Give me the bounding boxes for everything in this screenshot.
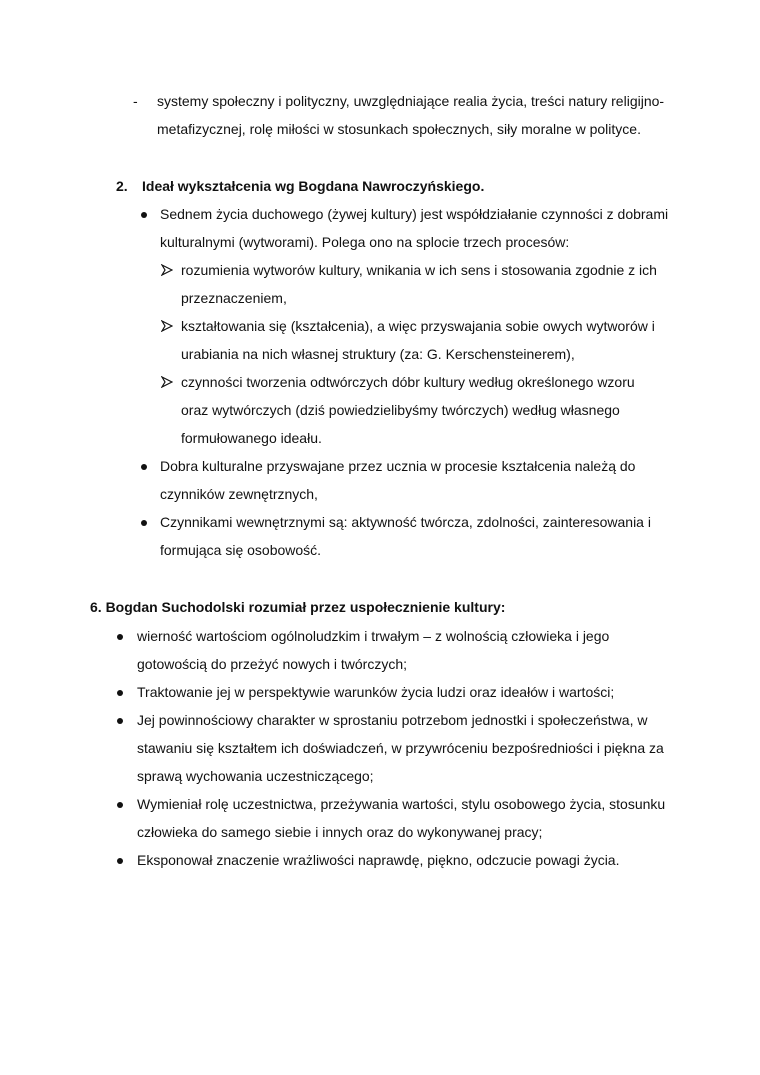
text-line: Dobra kulturalne przyswajane przez ucznia w procesie kształcenia należą do <box>160 458 636 474</box>
text-line: rozumienia wytworów kultury, wnikania w ich sens i stosowania zgodnie z ich <box>181 262 657 278</box>
text-line: Czynnikami wewnętrznymi są: aktywność twórcza, zdolności, zainteresowania i <box>160 514 651 530</box>
text-line: Sednem życia duchowego (żywej kultury) jest współdziałanie czynności z dobrami <box>160 206 669 222</box>
bullet-dot <box>141 212 147 218</box>
text-line: Wymieniał rolę uczestnictwa, przeżywania wartości, stylu osobowego życia, stosunku <box>137 796 666 812</box>
bullet-dot <box>117 858 123 864</box>
section-number: 2. <box>116 178 128 194</box>
text-line: oraz wytwórczych (dziś powiedzielibyśmy twórczych) według własnego <box>181 402 620 418</box>
text-line: człowieka do samego siebie i innych oraz do wykonywanej pracy; <box>137 824 543 840</box>
arrow-bullet-icon <box>161 376 173 388</box>
text-line: metafizycznej, rolę miłości w stosunkach społecznych, siły moralne w polityce. <box>157 121 641 137</box>
text-line: gotowością do przeżyć nowych i twórczych; <box>137 656 407 672</box>
text-line: Jej powinnościowy charakter w sprostaniu potrzebom jednostki i społeczeństwa, w <box>137 712 648 728</box>
text-line: sprawą wychowania uczestniczącego; <box>137 768 374 784</box>
bullet-dot <box>141 464 147 470</box>
text-line: systemy społeczny i polityczny, uwzględniające realia życia, treści natury religijno- <box>157 93 665 109</box>
bullet-dot <box>141 520 147 526</box>
text-line: stawaniu się kształtem ich doświadczeń, w przywróceniu bezpośredniości i piękna za <box>137 740 664 756</box>
bullet-dot <box>117 718 123 724</box>
section-heading: 6. Bogdan Suchodolski rozumiał przez uspołecznienie kultury: <box>90 599 506 615</box>
section-heading: Ideał wykształcenia wg Bogdana Nawroczyńskiego. <box>142 178 485 194</box>
text-line: czynników zewnętrznych, <box>160 486 318 502</box>
text-line: kulturalnymi (wytworami). Polega ono na splocie trzech procesów: <box>160 234 570 250</box>
text-line: urabiania na nich własnej struktury (za: G. Kerschensteinerem), <box>181 346 575 362</box>
text-line: przeznaczeniem, <box>181 290 287 306</box>
text-line: kształtowania się (kształcenia), a więc przyswajania sobie owych wytworów i <box>181 318 655 334</box>
text-line: formułowanego ideału. <box>181 430 322 446</box>
arrow-bullet-icon <box>161 264 173 276</box>
text-line: formująca się osobowość. <box>160 542 322 558</box>
arrow-bullet-icon <box>161 320 173 332</box>
text-line: Eksponował znaczenie wrażliwości naprawdę, piękno, odczucie powagi życia. <box>137 852 620 868</box>
dash-marker: - <box>133 93 138 109</box>
bullet-dot <box>117 634 123 640</box>
bullet-dot <box>117 802 123 808</box>
text-line: wierność wartościom ogólnoludzkim i trwałym – z wolnością człowieka i jego <box>137 628 610 644</box>
bullet-dot <box>117 690 123 696</box>
text-line: czynności tworzenia odtwórczych dóbr kultury według określonego wzoru <box>181 374 635 390</box>
text-line: Traktowanie jej w perspektywie warunków życia ludzi oraz ideałów i wartości; <box>137 684 615 700</box>
